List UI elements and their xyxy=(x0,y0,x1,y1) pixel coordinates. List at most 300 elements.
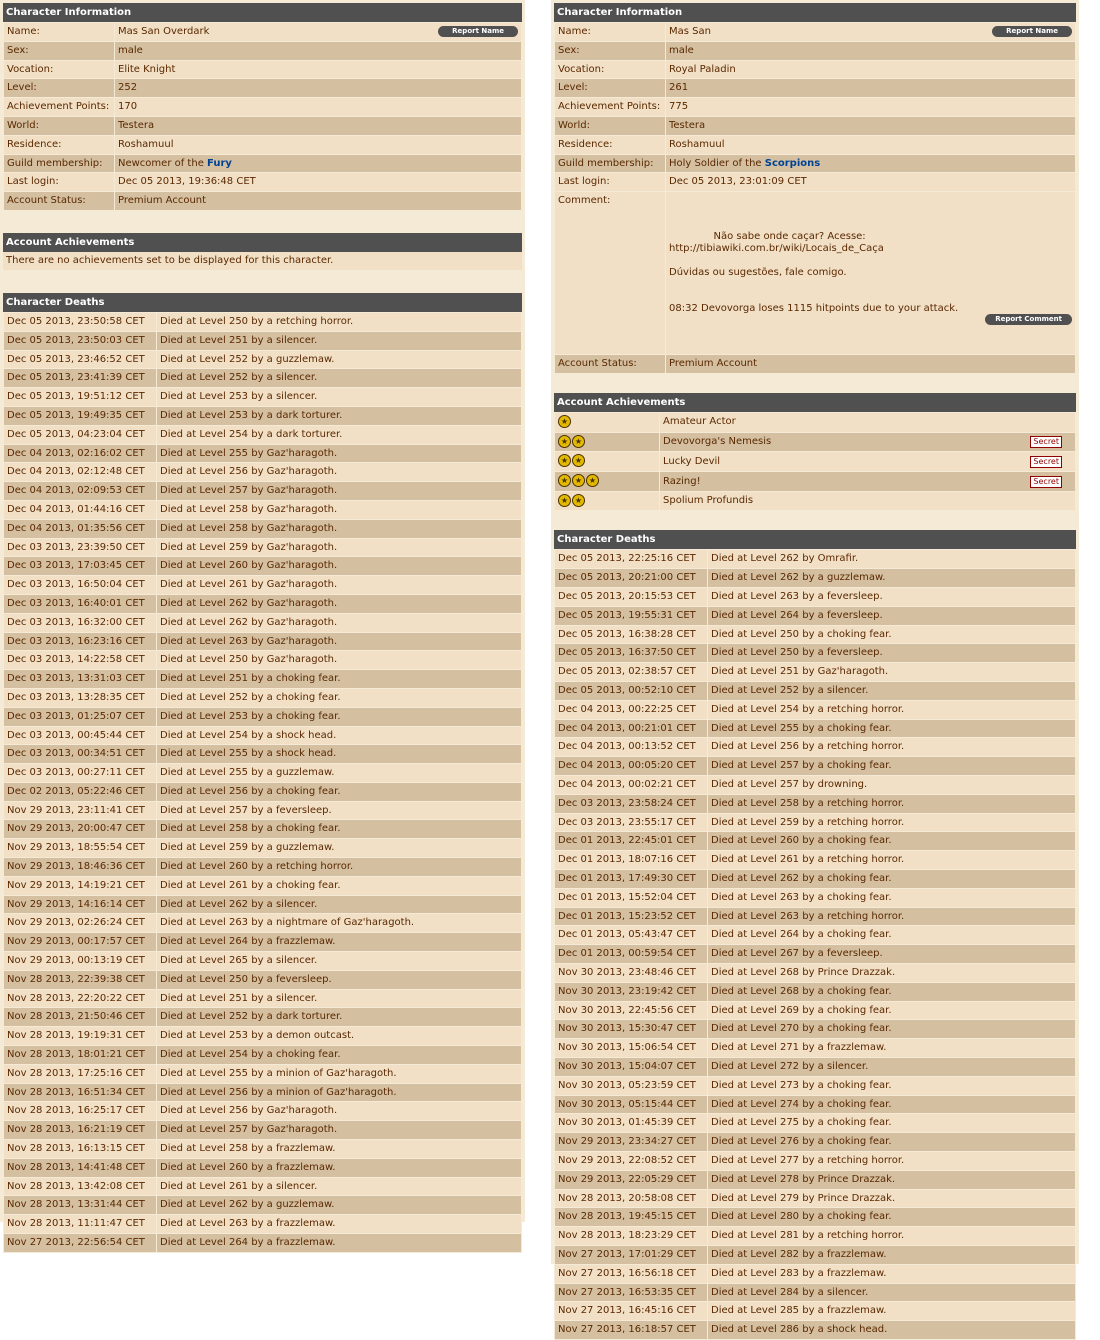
achievement-name: Devovorga's Nemesis xyxy=(663,436,772,448)
report-name-button[interactable]: Report Name xyxy=(438,26,518,37)
info-value xyxy=(666,23,1076,42)
death-description: Died at Level 253 by a dark torturer. xyxy=(157,406,522,425)
info-value-text: 261 xyxy=(669,82,689,94)
info-row xyxy=(555,154,1076,173)
death-row xyxy=(555,1020,1076,1039)
death-description: Died at Level 260 by a frazzlemaw. xyxy=(157,1158,522,1177)
death-row xyxy=(555,757,1076,776)
death-description: Died at Level 265 by a silencer. xyxy=(157,952,522,971)
death-date: Nov 28 2013, 18:23:29 CET xyxy=(555,1227,708,1246)
death-date: Dec 01 2013, 05:43:47 CET xyxy=(555,926,708,945)
death-date: Dec 03 2013, 16:50:04 CET xyxy=(4,576,157,595)
death-description: Died at Level 268 by Prince Drazzak. xyxy=(708,964,1076,983)
death-date: Dec 05 2013, 19:49:35 CET xyxy=(4,406,157,425)
info-value xyxy=(666,154,1076,173)
death-description: Died at Level 251 by a silencer. xyxy=(157,331,522,350)
info-value-text: Mas San xyxy=(669,26,711,37)
death-row xyxy=(4,557,522,576)
info-label: Account Status: xyxy=(4,192,115,211)
info-value xyxy=(115,23,522,42)
info-value xyxy=(666,41,1076,60)
info-label: Vocation: xyxy=(4,60,115,79)
achievement-row xyxy=(555,432,1076,452)
death-description: Died at Level 256 by Gaz'haragoth. xyxy=(157,1102,522,1121)
comment-row xyxy=(555,192,1076,355)
death-row xyxy=(555,1189,1076,1208)
death-date: Dec 04 2013, 02:09:53 CET xyxy=(4,482,157,501)
achievement-grade xyxy=(555,472,660,492)
death-description: Died at Level 262 by a guzzlemaw. xyxy=(708,569,1076,588)
death-description: Died at Level 255 by Gaz'haragoth. xyxy=(157,444,522,463)
death-description: Died at Level 263 by a retching horror. xyxy=(708,907,1076,926)
death-row xyxy=(4,500,522,519)
death-date: Dec 05 2013, 00:52:10 CET xyxy=(555,682,708,701)
death-date: Dec 01 2013, 15:23:52 CET xyxy=(555,907,708,926)
info-label: Achievement Points: xyxy=(4,98,115,117)
info-value-text: Dec 05 2013, 19:36:48 CET xyxy=(118,176,256,188)
info-row xyxy=(555,116,1076,135)
death-description: Died at Level 256 by a choking fear. xyxy=(157,782,522,801)
death-date: Dec 03 2013, 16:23:16 CET xyxy=(4,632,157,651)
achievement-row xyxy=(555,412,1076,432)
death-row xyxy=(555,1264,1076,1283)
death-description: Died at Level 279 by Prince Drazzak. xyxy=(708,1189,1076,1208)
death-description: Died at Level 259 by a retching horror. xyxy=(708,813,1076,832)
achievement-stars xyxy=(558,492,586,510)
death-row xyxy=(555,813,1076,832)
death-date: Nov 29 2013, 02:26:24 CET xyxy=(4,914,157,933)
death-row xyxy=(555,719,1076,738)
death-row xyxy=(4,576,522,595)
death-row xyxy=(555,1208,1076,1227)
death-row xyxy=(555,851,1076,870)
death-description: Died at Level 257 by a choking fear. xyxy=(708,757,1076,776)
death-description: Died at Level 255 by a minion of Gaz'haragoth. xyxy=(157,1064,522,1083)
death-date: Dec 05 2013, 19:55:31 CET xyxy=(555,606,708,625)
death-date: Nov 29 2013, 18:46:36 CET xyxy=(4,858,157,877)
info-row xyxy=(4,79,522,98)
death-date: Dec 03 2013, 14:22:58 CET xyxy=(4,651,157,670)
star-icon: ★ xyxy=(586,474,599,487)
death-description: Died at Level 270 by a choking fear. xyxy=(708,1020,1076,1039)
info-label: Residence: xyxy=(555,135,666,154)
info-value xyxy=(115,192,522,211)
info-label: Last login: xyxy=(4,173,115,192)
info-value xyxy=(666,60,1076,79)
death-row xyxy=(555,663,1076,682)
guild-link[interactable]: Fury xyxy=(207,157,232,169)
death-date: Dec 04 2013, 00:05:20 CET xyxy=(555,757,708,776)
death-description: Died at Level 254 by a choking fear. xyxy=(157,1046,522,1065)
death-description: Died at Level 277 by a retching horror. xyxy=(708,1151,1076,1170)
info-value xyxy=(666,135,1076,154)
death-description: Died at Level 262 by Gaz'haragoth. xyxy=(157,613,522,632)
death-row xyxy=(4,312,522,331)
death-row xyxy=(4,444,522,463)
death-row xyxy=(555,794,1076,813)
death-date: Nov 29 2013, 18:55:54 CET xyxy=(4,839,157,858)
death-row xyxy=(4,726,522,745)
death-description: Died at Level 262 by a silencer. xyxy=(157,895,522,914)
death-row xyxy=(4,801,522,820)
no-achievements-message: There are no achievements set to be displayed for this character. xyxy=(3,252,522,270)
report-name-button[interactable]: Report Name xyxy=(992,26,1072,37)
death-row xyxy=(4,895,522,914)
info-label: Name: xyxy=(555,23,666,42)
death-description: Died at Level 262 by Gaz'haragoth. xyxy=(157,594,522,613)
death-row xyxy=(555,700,1076,719)
death-row xyxy=(555,1170,1076,1189)
death-description: Died at Level 252 by a silencer. xyxy=(708,682,1076,701)
character-information-header: Character Information xyxy=(554,3,1076,22)
death-date: Nov 27 2013, 16:45:16 CET xyxy=(555,1302,708,1321)
death-description: Died at Level 250 by a feversleep. xyxy=(157,970,522,989)
info-label: Level: xyxy=(555,79,666,98)
death-date: Nov 27 2013, 22:56:54 CET xyxy=(4,1234,157,1253)
death-row xyxy=(555,1245,1076,1264)
death-date: Nov 28 2013, 13:42:08 CET xyxy=(4,1177,157,1196)
death-date: Nov 28 2013, 19:45:15 CET xyxy=(555,1208,708,1227)
death-date: Dec 05 2013, 23:41:39 CET xyxy=(4,369,157,388)
death-date: Nov 30 2013, 23:48:46 CET xyxy=(555,964,708,983)
death-date: Nov 27 2013, 16:18:57 CET xyxy=(555,1321,708,1340)
info-value-text: Mas San Overdark xyxy=(118,26,210,37)
death-description: Died at Level 259 by a guzzlemaw. xyxy=(157,839,522,858)
info-value xyxy=(115,60,522,79)
death-date: Nov 30 2013, 05:23:59 CET xyxy=(555,1076,708,1095)
death-row xyxy=(4,1046,522,1065)
death-date: Nov 29 2013, 23:34:27 CET xyxy=(555,1133,708,1152)
info-label: Name: xyxy=(4,23,115,42)
death-row xyxy=(555,945,1076,964)
achievement-name: Amateur Actor xyxy=(663,416,736,428)
death-description: Died at Level 253 by a choking fear. xyxy=(157,707,522,726)
death-row xyxy=(4,839,522,858)
death-date: Dec 05 2013, 23:50:58 CET xyxy=(4,312,157,331)
death-description: Died at Level 281 by a retching horror. xyxy=(708,1227,1076,1246)
achievement-cell xyxy=(660,452,1076,472)
death-row xyxy=(4,989,522,1008)
death-description: Died at Level 257 by a feversleep. xyxy=(157,801,522,820)
death-description: Died at Level 263 by a nightmare of Gaz'haragoth. xyxy=(157,914,522,933)
death-description: Died at Level 256 by a minion of Gaz'haragoth. xyxy=(157,1083,522,1102)
death-date: Dec 05 2013, 20:15:53 CET xyxy=(555,588,708,607)
death-date: Dec 03 2013, 00:27:11 CET xyxy=(4,764,157,783)
achievement-cell xyxy=(660,472,1076,492)
achievement-stars xyxy=(558,413,572,431)
death-row xyxy=(4,406,522,425)
death-description: Died at Level 260 by Gaz'haragoth. xyxy=(157,557,522,576)
death-description: Died at Level 255 by a shock head. xyxy=(157,745,522,764)
info-row xyxy=(555,60,1076,79)
death-description: Died at Level 257 by drowning. xyxy=(708,776,1076,795)
death-date: Dec 04 2013, 02:16:02 CET xyxy=(4,444,157,463)
character-deaths-header: Character Deaths xyxy=(3,293,522,312)
death-row xyxy=(4,858,522,877)
secret-badge: Secret xyxy=(1030,436,1062,448)
death-row xyxy=(555,738,1076,757)
star-icon: ★ xyxy=(558,474,571,487)
info-row xyxy=(555,173,1076,192)
info-value xyxy=(115,116,522,135)
death-description: Died at Level 257 by Gaz'haragoth. xyxy=(157,1121,522,1140)
death-row xyxy=(4,463,522,482)
death-description: Died at Level 252 by a guzzlemaw. xyxy=(157,350,522,369)
info-value-text: male xyxy=(669,44,694,56)
character-deaths-table xyxy=(3,312,522,1253)
info-label: Last login: xyxy=(555,173,666,192)
death-description: Died at Level 264 by a frazzlemaw. xyxy=(157,933,522,952)
death-row xyxy=(4,331,522,350)
death-date: Nov 28 2013, 13:31:44 CET xyxy=(4,1196,157,1215)
death-date: Nov 29 2013, 00:13:19 CET xyxy=(4,952,157,971)
death-description: Died at Level 250 by Gaz'haragoth. xyxy=(157,651,522,670)
death-row xyxy=(4,1083,522,1102)
death-description: Died at Level 260 by a retching horror. xyxy=(157,858,522,877)
death-date: Nov 28 2013, 19:19:31 CET xyxy=(4,1027,157,1046)
left-character-panel xyxy=(0,0,525,1249)
info-value-text: male xyxy=(118,44,143,56)
death-description: Died at Level 274 by a choking fear. xyxy=(708,1095,1076,1114)
death-row xyxy=(4,764,522,783)
info-value-text: 775 xyxy=(669,101,689,113)
death-description: Died at Level 252 by a dark torturer. xyxy=(157,1008,522,1027)
death-date: Dec 04 2013, 01:44:16 CET xyxy=(4,500,157,519)
account-achievements-header: Account Achievements xyxy=(554,393,1076,412)
death-description: Died at Level 286 by a shock head. xyxy=(708,1321,1076,1340)
death-description: Died at Level 283 by a frazzlemaw. xyxy=(708,1264,1076,1283)
death-row xyxy=(555,606,1076,625)
death-description: Died at Level 251 by a choking fear. xyxy=(157,670,522,689)
death-date: Dec 03 2013, 13:31:03 CET xyxy=(4,670,157,689)
info-row xyxy=(4,23,522,42)
death-date: Dec 05 2013, 16:38:28 CET xyxy=(555,625,708,644)
death-row xyxy=(555,682,1076,701)
death-row xyxy=(4,538,522,557)
character-deaths-table xyxy=(554,549,1076,1339)
death-date: Dec 03 2013, 16:40:01 CET xyxy=(4,594,157,613)
guild-link[interactable]: Scorpions xyxy=(764,157,821,169)
death-row xyxy=(4,594,522,613)
death-date: Dec 03 2013, 16:32:00 CET xyxy=(4,613,157,632)
death-row xyxy=(555,625,1076,644)
death-row xyxy=(4,369,522,388)
info-value xyxy=(115,154,522,173)
death-row xyxy=(4,952,522,971)
info-value xyxy=(115,135,522,154)
account-status-label: Account Status: xyxy=(555,355,666,374)
character-info-table xyxy=(554,22,1076,374)
info-value xyxy=(666,173,1076,192)
death-row xyxy=(555,907,1076,926)
death-date: Nov 30 2013, 15:06:54 CET xyxy=(555,1039,708,1058)
death-row xyxy=(555,1321,1076,1340)
death-description: Died at Level 255 by a guzzlemaw. xyxy=(157,764,522,783)
info-label: Achievement Points: xyxy=(555,98,666,117)
death-row xyxy=(4,1215,522,1234)
death-date: Dec 03 2013, 00:45:44 CET xyxy=(4,726,157,745)
death-date: Dec 04 2013, 01:35:56 CET xyxy=(4,519,157,538)
death-date: Nov 28 2013, 11:11:47 CET xyxy=(4,1215,157,1234)
right-character-panel xyxy=(551,0,1079,1336)
death-description: Died at Level 257 by Gaz'haragoth. xyxy=(157,482,522,501)
death-date: Nov 27 2013, 16:56:18 CET xyxy=(555,1264,708,1283)
death-description: Died at Level 260 by a choking fear. xyxy=(708,832,1076,851)
death-date: Nov 29 2013, 00:17:57 CET xyxy=(4,933,157,952)
death-row xyxy=(4,1196,522,1215)
death-description: Died at Level 254 by a dark torturer. xyxy=(157,425,522,444)
death-date: Dec 03 2013, 23:39:50 CET xyxy=(4,538,157,557)
info-value xyxy=(115,41,522,60)
death-row xyxy=(4,1102,522,1121)
death-description: Died at Level 263 by a feversleep. xyxy=(708,588,1076,607)
death-date: Dec 01 2013, 17:49:30 CET xyxy=(555,870,708,889)
info-row xyxy=(4,116,522,135)
info-value-text: Dec 05 2013, 23:01:09 CET xyxy=(669,176,807,188)
death-date: Nov 27 2013, 16:53:35 CET xyxy=(555,1283,708,1302)
info-label: Vocation: xyxy=(555,60,666,79)
info-row xyxy=(555,23,1076,42)
death-row xyxy=(4,1140,522,1159)
death-row xyxy=(4,688,522,707)
achievement-stars xyxy=(558,472,600,490)
death-row xyxy=(555,1283,1076,1302)
death-description: Died at Level 252 by a silencer. xyxy=(157,369,522,388)
death-row xyxy=(4,388,522,407)
death-date: Dec 04 2013, 00:22:25 CET xyxy=(555,700,708,719)
death-date: Nov 30 2013, 01:45:39 CET xyxy=(555,1114,708,1133)
death-description: Died at Level 250 by a retching horror. xyxy=(157,312,522,331)
death-description: Died at Level 254 by a shock head. xyxy=(157,726,522,745)
achievements-table xyxy=(554,412,1076,512)
death-date: Dec 03 2013, 23:55:17 CET xyxy=(555,813,708,832)
info-value-text: Roshamuul xyxy=(669,138,725,150)
star-icon: ★ xyxy=(572,474,585,487)
info-label: Sex: xyxy=(4,41,115,60)
death-description: Died at Level 273 by a choking fear. xyxy=(708,1076,1076,1095)
death-description: Died at Level 262 by a choking fear. xyxy=(708,870,1076,889)
death-row xyxy=(4,1121,522,1140)
death-date: Dec 05 2013, 23:46:52 CET xyxy=(4,350,157,369)
death-date: Nov 28 2013, 18:01:21 CET xyxy=(4,1046,157,1065)
info-label: Guild membership: xyxy=(4,154,115,173)
death-description: Died at Level 253 by a demon outcast. xyxy=(157,1027,522,1046)
death-description: Died at Level 275 by a choking fear. xyxy=(708,1114,1076,1133)
death-description: Died at Level 258 by a retching horror. xyxy=(708,794,1076,813)
info-value-text: 170 xyxy=(118,101,138,113)
star-icon: ★ xyxy=(558,454,571,467)
info-label: World: xyxy=(555,116,666,135)
death-row xyxy=(4,1177,522,1196)
death-row xyxy=(4,651,522,670)
death-description: Died at Level 271 by a frazzlemaw. xyxy=(708,1039,1076,1058)
info-value-text: Testera xyxy=(669,119,706,131)
death-date: Dec 05 2013, 22:25:16 CET xyxy=(555,550,708,569)
death-row xyxy=(555,870,1076,889)
death-description: Died at Level 278 by Prince Drazzak. xyxy=(708,1170,1076,1189)
death-description: Died at Level 269 by a choking fear. xyxy=(708,1001,1076,1020)
info-row xyxy=(4,192,522,211)
achievement-grade xyxy=(555,432,660,452)
info-value xyxy=(666,116,1076,135)
death-row xyxy=(555,926,1076,945)
achievement-row xyxy=(555,491,1076,511)
achievement-name: Spolium Profundis xyxy=(663,495,754,507)
death-date: Nov 28 2013, 22:39:38 CET xyxy=(4,970,157,989)
death-row xyxy=(555,1151,1076,1170)
info-value xyxy=(666,79,1076,98)
death-description: Died at Level 263 by a frazzlemaw. xyxy=(157,1215,522,1234)
info-row xyxy=(4,135,522,154)
account-achievements-header: Account Achievements xyxy=(3,233,522,252)
death-date: Dec 01 2013, 18:07:16 CET xyxy=(555,851,708,870)
info-label: Guild membership: xyxy=(555,154,666,173)
star-icon: ★ xyxy=(572,454,585,467)
death-description: Died at Level 261 by a retching horror. xyxy=(708,851,1076,870)
death-date: Dec 05 2013, 04:23:04 CET xyxy=(4,425,157,444)
death-row xyxy=(4,350,522,369)
death-description: Died at Level 251 by Gaz'haragoth. xyxy=(708,663,1076,682)
achievement-cell xyxy=(660,491,1076,511)
death-description: Died at Level 263 by Gaz'haragoth. xyxy=(157,632,522,651)
death-row xyxy=(4,970,522,989)
death-date: Dec 03 2013, 17:03:45 CET xyxy=(4,557,157,576)
achievement-name: Razing! xyxy=(663,475,701,487)
death-description: Died at Level 280 by a choking fear. xyxy=(708,1208,1076,1227)
death-row xyxy=(555,982,1076,1001)
account-status-row xyxy=(555,355,1076,374)
death-date: Nov 28 2013, 16:13:15 CET xyxy=(4,1140,157,1159)
secret-badge: Secret xyxy=(1030,476,1062,488)
info-value-text: Newcomer of the xyxy=(118,157,204,169)
death-description: Died at Level 252 by a choking fear. xyxy=(157,688,522,707)
death-row xyxy=(4,914,522,933)
death-description: Died at Level 255 by a choking fear. xyxy=(708,719,1076,738)
death-description: Died at Level 256 by Gaz'haragoth. xyxy=(157,463,522,482)
death-row xyxy=(555,888,1076,907)
death-row xyxy=(4,933,522,952)
death-row xyxy=(555,588,1076,607)
star-icon: ★ xyxy=(558,494,571,507)
info-row xyxy=(555,41,1076,60)
info-label: World: xyxy=(4,116,115,135)
info-value-text: 252 xyxy=(118,82,138,94)
death-description: Died at Level 258 by Gaz'haragoth. xyxy=(157,500,522,519)
death-date: Nov 30 2013, 05:15:44 CET xyxy=(555,1095,708,1114)
achievement-name: Lucky Devil xyxy=(663,455,721,467)
death-description: Died at Level 264 by a feversleep. xyxy=(708,606,1076,625)
death-date: Dec 05 2013, 20:21:00 CET xyxy=(555,569,708,588)
report-comment-button[interactable]: Report Comment xyxy=(985,314,1072,325)
death-description: Died at Level 261 by a silencer. xyxy=(157,1177,522,1196)
account-status-value: Premium Account xyxy=(666,355,1076,374)
death-row xyxy=(555,1001,1076,1020)
death-date: Nov 28 2013, 17:25:16 CET xyxy=(4,1064,157,1083)
death-description: Died at Level 253 by a silencer. xyxy=(157,388,522,407)
death-row xyxy=(555,1227,1076,1246)
death-date: Dec 03 2013, 01:25:07 CET xyxy=(4,707,157,726)
death-description: Died at Level 264 by a frazzlemaw. xyxy=(157,1234,522,1253)
info-value-text: Premium Account xyxy=(118,195,207,207)
death-date: Dec 04 2013, 00:21:01 CET xyxy=(555,719,708,738)
info-row xyxy=(555,79,1076,98)
death-description: Died at Level 259 by Gaz'haragoth. xyxy=(157,538,522,557)
star-icon: ★ xyxy=(558,415,571,428)
death-row xyxy=(4,745,522,764)
death-description: Died at Level 258 by Gaz'haragoth. xyxy=(157,519,522,538)
info-value-text: Holy Soldier of the xyxy=(669,157,762,169)
death-date: Dec 05 2013, 02:38:57 CET xyxy=(555,663,708,682)
